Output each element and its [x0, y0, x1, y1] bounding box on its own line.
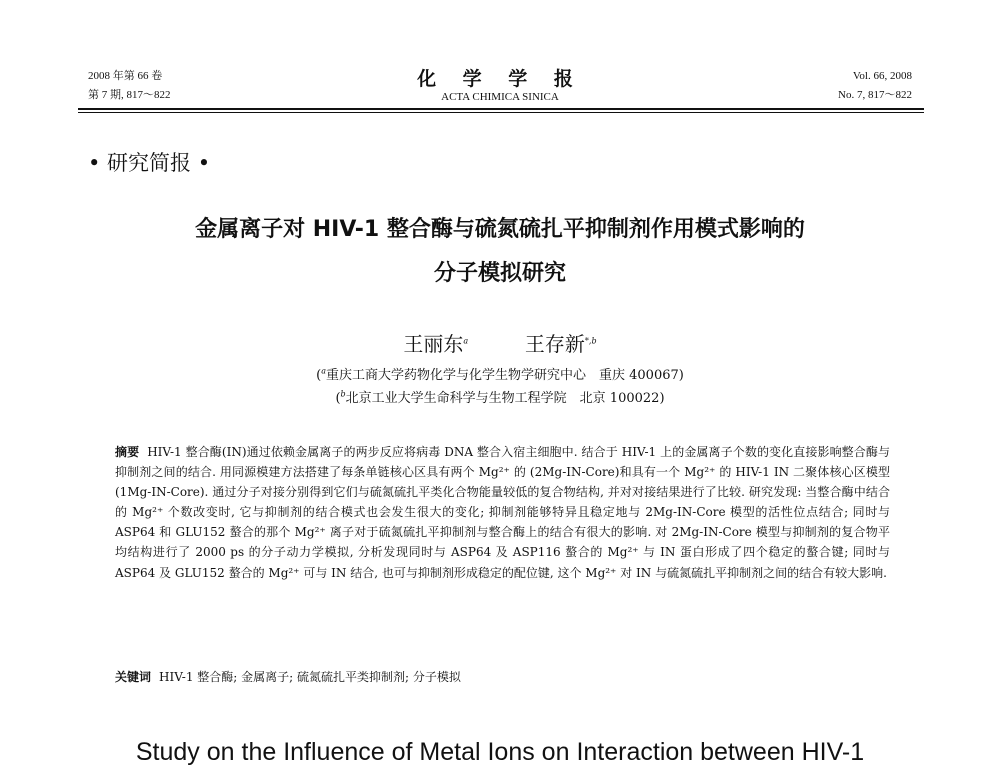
header-rule-thin — [78, 112, 924, 113]
abstract-text: HIV-1 整合酶(IN)通过依赖金属离子的两步反应将病毒 DNA 整合入宿主细胞中. 结合于 HIV-1 上的金属离子个数的变化直接影响整合酶与抑制剂之间的结合. 用同源模建方法搭建了每条单链核心区具有两个 Mg²⁺ 的 (2Mg-IN-Core)和具有一个 Mg²⁺ 的 HIV-1 IN 二聚体核心区模型(1Mg-IN-Core). 通过分子对接分别得到它们与硫氮硫扎平类化合物能量较低的复合物结构, 并对对接结果进行了比较. 研究发现: 当整合酶中结合的 Mg²⁺ 个数改变时, 它与抑制剂的结合模式也会发生很大的变化; 抑制剂能够特异且稳定地与 2Mg-IN-Core 模型的活性位点结合; 同时与 ASP64 和 GLU152 螯合的那个 Mg²⁺ 离子对于硫氮硫扎平抑制剂与整合酶上的结合有很大的影响. 对 2Mg-IN-Core 模型与抑制剂的复合物平均结构进行了 2000 ps 的分子动力学模拟, 分析发现同时与 ASP64 及 ASP116 螯合的 Mg²⁺ 与 IN 蛋白形成了四个稳定的螯合键; 同时与 ASP64 及 GLU152 螯合的 Mg²⁺ 可与 IN 结合, 也可与抑制剂形成稳定的配位键, 这个 Mg²⁺ 对 IN 与硫氮硫扎平抑制剂之间的结合有较大影响. — [115, 445, 890, 580]
english-title: Study on the Influence of Metal Ions on Interaction between HIV-1 — [135, 738, 865, 766]
keywords-text: HIV-1 整合酶; 金属离子; 硫氮硫扎平类抑制剂; 分子模拟 — [159, 670, 461, 684]
journal-title-en: ACTA CHIMICA SINICA — [441, 91, 559, 103]
affiliation-mark: a — [321, 366, 326, 376]
header-issue-en: No. 7, 817～822 — [838, 89, 912, 101]
abstract-label: 摘要 — [115, 445, 140, 459]
section-label: • 研究简报 • — [88, 151, 211, 175]
journal-title-cn: 化 学 学 报 — [417, 68, 583, 90]
affiliation-mark: b — [340, 389, 346, 399]
author-affiliation-mark: *,b — [584, 336, 597, 346]
affiliation-text: 北京工业大学生命科学与生物工程学院 北京 100022 — [345, 391, 660, 406]
keywords — [115, 668, 461, 685]
header-volume-cn: 2008 年第 66 卷 — [88, 70, 163, 82]
author-name: 王丽东 — [403, 332, 464, 356]
author-name: 王存新 — [524, 332, 585, 356]
author-list — [0, 328, 1000, 357]
keywords-label: 关键词 — [115, 670, 152, 684]
author-affiliation-mark: a — [463, 336, 469, 346]
header-issue-cn: 第 7 期, 817～822 — [88, 89, 171, 101]
affiliation-b: ($^b$北京工业大学生命科学与生物工程学院 北京 100022) — [335, 389, 665, 406]
abstract — [115, 442, 890, 583]
header-volume-en: Vol. 66, 2008 — [852, 70, 912, 82]
affiliation-a: ($^a$重庆工商大学药物化学与化学生物学研究中心 重庆 400067) — [316, 366, 684, 383]
article-title-line2: 分子模拟研究 — [433, 261, 566, 286]
article-title-line1: 金属离子对 HIV-1 整合酶与硫氮硫扎平抑制剂作用模式影响的 — [195, 217, 805, 242]
header-rule-thick — [78, 108, 924, 110]
affiliation-text: 重庆工商大学药物化学与化学生物学研究中心 重庆 400067 — [326, 368, 679, 383]
